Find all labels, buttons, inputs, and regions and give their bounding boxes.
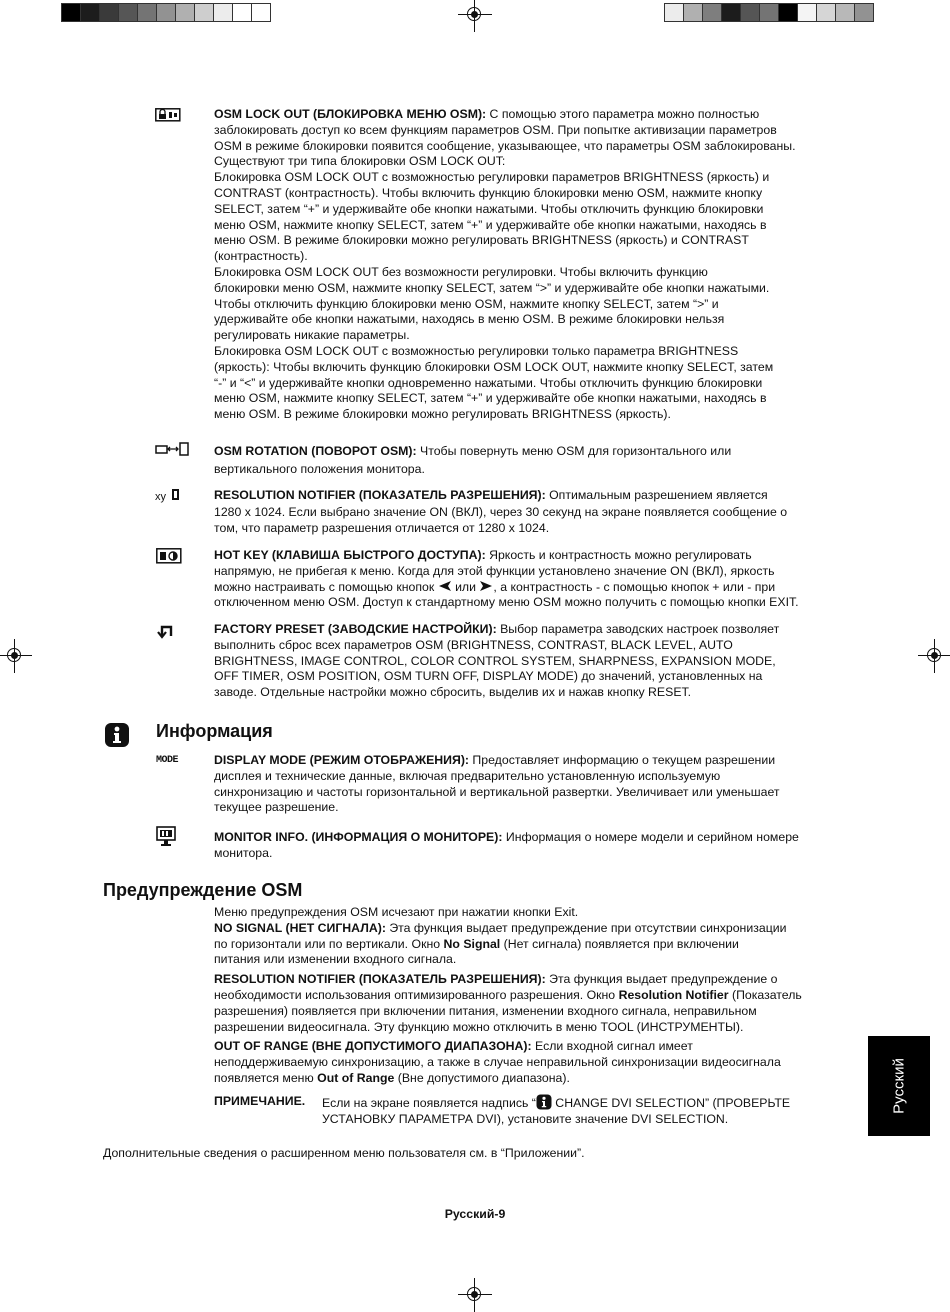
text-line: синхронизацию и частоты горизонтальной и вертикальной развертки. Увеличивает или уменьшает	[214, 784, 780, 799]
text-line: по горизонтали или по вертикали. Окно	[214, 936, 444, 951]
osm-warning-section	[214, 905, 854, 1087]
monitor-icon	[156, 826, 178, 853]
resolution-notifier-icon	[155, 487, 183, 508]
factory-preset-section	[214, 622, 854, 701]
text-line: меню OSM. В режиме блокировки можно регулировать BRIGHTNESS (яркость) и CONTRAST	[214, 233, 749, 248]
rotation-icon	[155, 442, 191, 461]
text-line: вертикального положения монитора.	[214, 462, 425, 476]
text-line: Оптимальным разрешением является	[545, 488, 768, 502]
text-line: (контрастность).	[214, 249, 308, 264]
color-calibration-strip-right	[665, 3, 874, 22]
mode-icon: MODE	[156, 755, 179, 766]
text-line: (Вне допустимого диапазона).	[394, 1070, 570, 1085]
resolution-notifier-title: RESOLUTION NOTIFIER (ПОКАЗАТЕЛЬ РАЗРЕШЕНИЯ):	[214, 488, 546, 502]
lock-icon	[155, 108, 181, 127]
warning-heading: Предупреждение OSM	[103, 880, 303, 900]
text-line: Яркость и контрастность можно регулировать	[485, 548, 752, 562]
text-line: Меню предупреждения OSM исчезают при нажатии кнопки Exit.	[214, 905, 579, 919]
factory-preset-title: FACTORY PRESET (ЗАВОДСКИЕ НАСТРОЙКИ):	[214, 622, 497, 636]
text-line: Эта функция выдает предупреждение о	[545, 972, 778, 987]
text-line: текущее разрешение.	[214, 800, 339, 815]
text-line: меню OSM. В режиме блокировки можно регулировать BRIGHTNESS (яркость).	[214, 407, 671, 422]
resolution-notifier-section	[214, 487, 854, 537]
text-line: Чтобы отключить функцию блокировки меню OSM, нажмите кнопку SELECT, затем “>” и	[214, 296, 719, 311]
text-line: CHANGE DVI SELECTION” (ПРОВЕРЬТЕ	[551, 1096, 791, 1110]
text-line: Блокировка OSM LOCK OUT без возможности регулировки. Чтобы включить функцию	[214, 264, 708, 279]
text-line: удерживайте обе кнопки нажатыми, находясь в меню OSM. В режиме блокировки нельзя	[214, 312, 725, 327]
info-icon	[104, 722, 130, 753]
display-mode-section	[214, 753, 854, 816]
osm-lock-out-title: OSM LOCK OUT (БЛОКИРОВКА МЕНЮ OSM):	[214, 107, 487, 121]
language-side-tab	[868, 1036, 930, 1136]
note-label: ПРИМЕЧАНИЕ.	[214, 1094, 306, 1108]
monitor-info-section	[214, 830, 854, 862]
registration-mark-left	[4, 645, 26, 667]
text-line: появляется меню	[214, 1070, 318, 1085]
text-line: можно настраивать с помощью кнопок	[214, 579, 435, 594]
text-line: SELECT, затем “+” и удерживайте обе кнопки нажатыми. Чтобы отключить функцию блокировки	[214, 201, 764, 216]
text-line: дисплея и технические данные, включая предварительно установленную используемую	[214, 768, 721, 783]
text-line: заводе. Отдельные настройки можно сбросить, выделив их и нажав кнопку RESET.	[214, 685, 692, 700]
language-side-tab-label: Русский	[890, 1058, 908, 1114]
note-text	[322, 1094, 862, 1127]
registration-mark-right	[924, 645, 946, 667]
text-line: Чтобы повернуть меню OSM для горизонтального или	[416, 444, 732, 458]
resolution-warning-title: RESOLUTION NOTIFIER (ПОКАЗАТЕЛЬ РАЗРЕШЕНИЯ):	[214, 972, 546, 987]
out-of-range-title: OUT OF RANGE (ВНЕ ДОПУСТИМОГО ДИАПАЗОНА):	[214, 1039, 532, 1054]
text-line: , а контрастность - с помощью кнопок + или - при	[493, 579, 776, 594]
registration-mark-bottom	[464, 1284, 486, 1306]
text-line: УСТАНОВКУ ПАРАМЕТРА DVI), установите значение DVI SELECTION.	[322, 1112, 729, 1126]
text-line: BRIGHTNESS, IMAGE CONTROL, COLOR CONTROL SYSTEM, SHARPNESS, EXPANSION MODE,	[214, 653, 776, 668]
svg-text:xy: xy	[155, 491, 166, 503]
text-line: Выбор параметра заводских настроек позволяет	[496, 622, 780, 636]
text-line: 1280 x 1024. Если выбрано значение ON (ВКЛ), через 30 секунд на экране появляется сообщение о	[214, 504, 788, 519]
text-line: “-” и “<” и удерживайте кнопки одновременно нажатыми. Чтобы отключить функцию блокировки	[214, 375, 763, 390]
resolution-notifier-label: Resolution Notifier	[618, 987, 729, 1002]
text-line: Если на экране появляется надпись “	[322, 1096, 536, 1110]
text-line: том, что параметр разрешения отличается от 1280 x 1024.	[214, 521, 550, 535]
text-line: (Показатель	[728, 987, 802, 1002]
osm-rotation-section	[214, 442, 854, 478]
display-mode-title: DISPLAY MODE (РЕЖИМ ОТОБРАЖЕНИЯ):	[214, 753, 470, 767]
text-line: Если входной сигнал имеет	[531, 1039, 693, 1054]
info-icon-inline	[536, 1094, 552, 1110]
text-line: выполнить сброс всех параметров OSM (BRIGHTNESS, CONTRAST, BLACK LEVEL, AUTO	[214, 637, 733, 652]
text-line: блокировки меню OSM, нажмите кнопку SELECT, затем “>” и удерживайте обе кнопки нажатыми.	[214, 280, 770, 295]
bottom-note: Дополнительные сведения о расширенном меню пользователя см. в “Приложении”.	[103, 1146, 585, 1160]
right-arrow-icon	[479, 581, 493, 591]
text-line: отключенном меню OSM. Доступ к стандартному меню OSM можно получить с помощью кнопки EXIT.	[214, 595, 799, 610]
text-line: разрешении видеосигнала. Эту функцию можно отключить в меню TOOL (ИНСТРУМЕНТЫ).	[214, 1019, 744, 1034]
text-line: Предоставляет информацию о текущем разрешении	[469, 753, 776, 767]
osm-rotation-title: OSM ROTATION (ПОВОРОТ OSM):	[214, 444, 417, 458]
text-line: Эта функция выдает предупреждение при отсутствии синхронизации	[385, 920, 787, 935]
hot-key-section	[214, 548, 854, 611]
color-calibration-strip-left	[62, 3, 271, 22]
text-line: регулировать никакие параметры.	[214, 328, 410, 343]
text-line: или	[455, 579, 476, 594]
hot-key-icon	[156, 548, 182, 569]
text-line: (яркость): Чтобы включить функцию блокировки OSM LOCK OUT, нажмите кнопку SELECT, затем	[214, 359, 774, 374]
text-line: Существуют три типа блокировки OSM LOCK OUT:	[214, 154, 506, 169]
no-signal-title: NO SIGNAL (НЕТ СИГНАЛА):	[214, 920, 386, 935]
out-of-range-label: Out of Range	[317, 1070, 395, 1085]
text-line: меню OSM, нажмите кнопку SELECT, затем “+” и удерживайте обе кнопки нажатыми, находясь в	[214, 217, 767, 232]
info-heading: Информация	[156, 721, 273, 741]
reset-arrow-icon	[156, 623, 176, 644]
text-line: С помощью этого параметра можно полностью	[486, 107, 760, 121]
monitor-info-title: MONITOR INFO. (ИНФОРМАЦИЯ О МОНИТОРЕ):	[214, 830, 503, 844]
text-line: разрешения) появляется при включении питания, изменении входного сигнала, неправильном	[214, 1003, 757, 1018]
osm-lock-out-section	[214, 107, 854, 423]
text-line: меню OSM, нажмите кнопку SELECT, затем “+” и удерживайте обе кнопки нажатыми, находясь в	[214, 391, 767, 406]
text-line: Информация о номере модели и серийном номере	[502, 830, 799, 844]
page-number: Русский-9	[444, 1207, 506, 1221]
text-line: Блокировка OSM LOCK OUT с возможностью регулировки параметров BRIGHTNESS (яркость) и	[214, 170, 770, 185]
text-line: питания или изменении входного сигнала.	[214, 952, 457, 967]
text-line: необходимости использования оптимизированного разрешения. Окно	[214, 987, 619, 1002]
text-line: напрямую, не прибегая к меню. Когда для этой функции установлено значение ON (ВКЛ), яркость	[214, 563, 775, 578]
left-arrow-icon	[438, 581, 452, 591]
text-line: (Нет сигнала) появляется при включении	[500, 936, 739, 951]
text-line: заблокировать доступ ко всем функциям параметров OSM. При попытке активизации параметров	[214, 122, 777, 137]
text-line: Блокировка OSM LOCK OUT с возможностью регулировки только параметра BRIGHTNESS	[214, 343, 739, 358]
text-line: OFF TIMER, OSM POSITION, OSM TURN OFF, DISPLAY MODE) до значений, установленных на	[214, 669, 763, 684]
text-line: OSM в режиме блокировки появится сообщение, указывающее, что параметры OSM заблокированы.	[214, 138, 796, 153]
no-signal-label: No Signal	[443, 936, 501, 951]
text-line: неподдерживаемую синхронизацию, а также в случае неправильной синхронизации видеосигнала	[214, 1055, 781, 1070]
registration-mark-top	[464, 4, 486, 26]
hot-key-title: HOT KEY (КЛАВИША БЫСТРОГО ДОСТУПА):	[214, 548, 486, 562]
text-line: монитора.	[214, 845, 273, 860]
text-line: CONTRAST (контрастность). Чтобы включить функцию блокировки меню OSM, нажмите кнопку	[214, 185, 763, 200]
